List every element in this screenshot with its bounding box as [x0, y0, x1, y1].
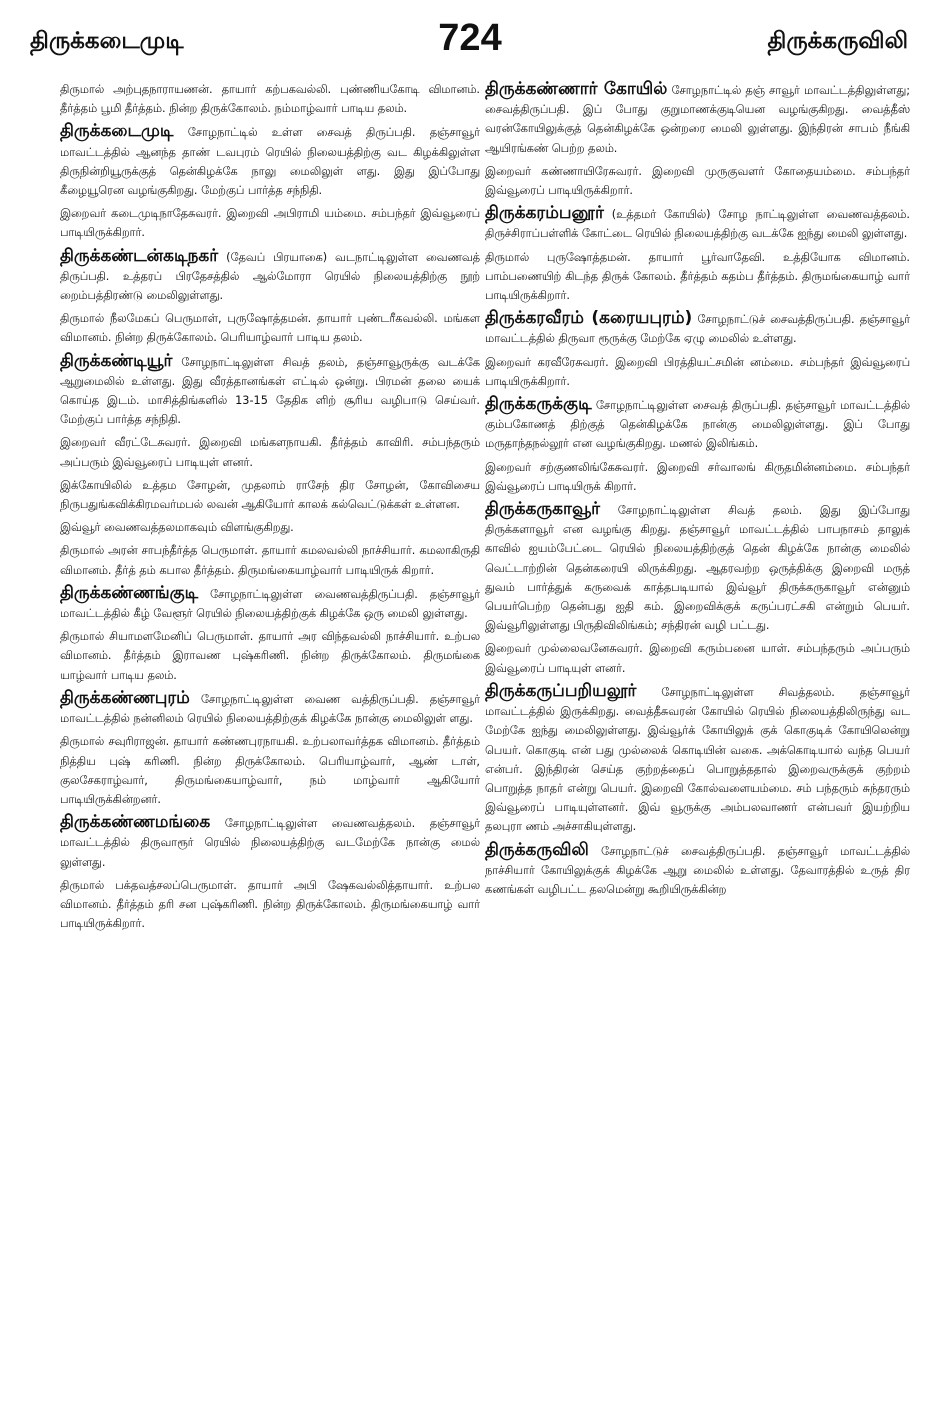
entry-text: (உத்தமர் கோயில்) சோழ நாட்டிலுள்ள வைணவத்தலம். திருச்சிராப்பள்ளிக் கோட்டை ரெயில் நிலையத்திற்கு வடக்கே ஐந்து மைலி லுள்ளது.	[485, 208, 910, 241]
dictionary-entry	[485, 204, 910, 243]
entry-text: சோழநாட்டிலுள்ள வைண வத்திருப்பதி. தஞ்சாவூர் மாவட்டத்தில் நன்னிலம் ரெயில் நிலையத்திற்குக் கிழக்கே நான்கு மைலிலுள் ளது.	[60, 692, 480, 726]
entry-paragraph: திருமால் நீலமேகப் பெருமாள், புருஷோத்தமன். தாயார் புண்டரீகவல்லி. மங்கள விமானம். நின்ற திருக்கோலம். பெரியாழ்வார் பாடிய தலம்.	[60, 312, 480, 345]
dictionary-entry	[60, 689, 480, 728]
entry-paragraph: திருமால் அற்புதநாராயணன். தாயார் கற்பகவல்லி. புண்ணியகோடி விமானம். தீர்த்தம் பூமி தீர்த்தம். நின்ற திருக்கோலம். நம்மாழ்வார் பாடிய தலம்.	[60, 83, 480, 116]
entry-paragraph: திருமால் அரன் சாபந்தீர்த்த பெருமாள். தாயார் கமலவல்லி நாச்சியார். கமலாகிருதி விமானம். தீர்த் தம் கபால தீர்த்தம். திருமங்கையாழ்வார் பாடியிருக் கிறார்.	[60, 544, 480, 577]
dictionary-entry	[485, 841, 910, 900]
entry-text: சோழநாட்டில் தஞ் சாவூர் மாவட்டத்திலுள்ளது; சைவத்திருப்பதி. இப் போது குறுமாணக்குடியென வழங்குகிறது. வைத்தீஸ் வரன்கோயிலுக்குத் தென்கிழக்கே ஒன்றரை மைலி லுள்ளது. இந்திரன் சாபம் நீங்கி ஆயிரங்கண் பெற்ற தலம்.	[485, 84, 910, 155]
entry-paragraph: இறைவர் கடைமுடிநாதேசுவரர். இறைவி அபிராமி யம்மை. சம்பந்தர் இவ்வூரைப் பாடியிருக்கிறார்.	[60, 207, 480, 240]
dictionary-entry	[485, 500, 910, 635]
entry-paragraph: திருமால் புருஷோத்தமன். தாயார் பூர்வாதேவி. உத்தியோக விமானம். பாம்பணையிற் கிடந்த திருக் கோலம். தீர்த்தம் கதம்ப தீர்த்தம். திருமங்கையாழ் வார் பாடியிருக்கிறார்.	[485, 250, 910, 303]
entry-text: சோழநாட்டிலுள்ள சிவத் தலம். இது இப்போது திருக்களாவூர் என வழங்கு கிறது. தஞ்சாவூர் மாவட்டத்தில் பாபநாசம் தாலுக் காவில் ஐயம்பேட்டை ரெயில் நிலையத்திற்குத் தென் கிழக்கே நான்கு மைலில் வெட்டாற்றின் தென்கரையி லிருக்கிறது. ஆதரவற்ற ஒருத்திக்கு இறைவி மருத் துவம் பார்த்துக் கருவைக் காத்தபடியால் இவ்வூர் திருக்கருகாவூர் என்னும் பெயர்பெற்ற தென்பது ஐதி கம். இறைவிக்குக் கருப்பரட்சகி என்றும் பெயர். இவ்வூரிலுள்ளது பிருதிவிலிங்கம்; சந்திரன் வழி பட்டது.	[485, 504, 910, 633]
entry-headword: திருக்கண்டியூர்	[60, 350, 173, 371]
entry-headword: திருக்கடைமுடி	[60, 121, 174, 142]
dictionary-entry	[60, 813, 480, 872]
entry-headword: திருக்கண்ணங்குடி	[60, 582, 199, 603]
entry-text: சோழநாட்டிலுள்ள வைணவத்தலம். தஞ்சாவூர் மாவட்டத்தில் திருவாரூர் ரெயில் நிலையத்திற்கு வடமேற்கே நான்கு மைல் லுள்ளது.	[60, 817, 480, 869]
dictionary-entry	[485, 682, 910, 837]
entry-paragraph: இறைவர் முல்லைவனேசுவரர். இறைவி கரும்பனை யாள். சம்பந்தரும் அப்பரும் இவ்வூரைப் பாடியுள் ளனர்.	[485, 642, 910, 675]
entry-headword: திருக்கருகாவூர்	[485, 499, 600, 520]
entry-text: சோழநாட்டில் உள்ள சைவத் திருப்பதி. தஞ்சாவூர் மாவட்டத்தில் ஆனந்த தாண் டவபுரம் ரெயில் நிலையத்திற்கு வட கிழக்கிலுள்ள திருநின்றியூருக்குத் தென்கிழக்கே நாலு மைலிலுள் ளது. இது இப்போது கீழையூரென வழங்குகிறது. மேற்குப் பார்த்த சந்நிதி.	[60, 126, 480, 198]
dictionary-entry	[485, 309, 910, 348]
dictionary-entry	[60, 122, 480, 200]
entry-text: சோழநாட்டிலுள்ள வைணவத்திருப்பதி. தஞ்சாவூர் மாவட்டத்தில் கீழ் வேளூர் ரெயில் நிலையத்திற்குக் கிழக்கே ஒரு மைலி லுள்ளது.	[60, 587, 480, 621]
entry-headword: திருக்கருவிலி	[485, 839, 589, 860]
entry-text: (தேவப் பிரயாகை) வடநாட்டிலுள்ள வைணவத் திருப்பதி. உத்தரப் பிரதேசத்தில் ஆல்மோரா ரெயில் நிலையத்திற்கு நூற் றைம்பத்திரண்டு மைலிலுள்ளது.	[60, 250, 480, 303]
page-header	[0, 0, 940, 80]
entry-paragraph: திருமால் பக்தவத்சலப்பெருமாள். தாயார் அபி ஷேகவல்லித்தாயார். உற்பல விமானம். தீர்த்தம் தரி சன புஷ்கரிணி. நின்ற திருக்கோலம். திருமங்கையாழ் வார் பாடியிருக்கிறார்.	[60, 878, 480, 931]
entry-text: சோழநாட்டிலுள்ள சிவத் தலம், தஞ்சாவூருக்கு வடக்கே ஆறுமைலில் உள்ளது. இது வீரத்தானங்கள் எட்டில் ஒன்று. பிரமன் தலை யைக் கொய்த இடம். மாசித்திங்களில் 13-15 தேதிக ளிற் சூரிய வழிபாடு செய்வர். மேற்குப் பார்த்த சந்நிதி.	[60, 355, 480, 427]
page-number: 724	[438, 17, 502, 59]
entry-headword: திருக்கண்ணபுரம்	[60, 687, 190, 708]
entry-paragraph: திருமால் சியாமளமேனிப் பெருமாள். தாயார் அர விந்தவல்லி நாச்சியார். உற்பல விமானம். தீர்த்தம் இராவண புஷ்கரிணி. நின்ற திருக்கோலம். திருமங்கை யாழ்வார் பாடிய தலம்.	[60, 630, 480, 682]
entry-text: சோழநாட்டுச் சைவத்திருப்பதி. தஞ்சாவூர் மாவட்டத்தில் திருவா ரூருக்கு மேற்கே ஏழு மைலில் உள்ளது.	[485, 313, 910, 346]
entry-text: சோழநாட்டுச் சைவத்திருப்பதி. தஞ்சாவூர் மாவட்டத்தில் நாச்சியார் கோயிலுக்குக் கிழக்கே ஆறு மைலில் உள்ளது. தேவாரத்தில் உருத் திர கணங்கள் வழிபட்ட தலமென்று கூறியிருக்கின்ற	[485, 844, 910, 896]
entry-text: சோழநாட்டிலுள்ள சிவத்தலம். தஞ்சாவூர் மாவட்டத்தில் இருக்கிறது. வைத்தீசுவரன் கோயில் ரெயில் நிலையத்திலிருந்து வட மேற்கே ஐந்து மைலிலுள்ளது. இவ்வூர்க் கோயிலுக் குக் கொகுடிக் கோயிலென்று பெயர். கொகுடி என் பது முல்லைக் கொடியின் வகை. அக்கொடியால் வந்த பெயர் என்பர். இந்திரன் செய்த குற்றத்தைப் பொறுத்ததால் இறைவருக்குக் குற்றம் பொறுத்த நாதர் என்று பெயர். இறைவி கோல்வளையம்மை. சம் பந்தரும் சுந்தரரும் இவ்வூரைப் பாடியுள்ளனர். இவ் வூருக்கு அம்பலவாணர் என்பவர் இயற்றிய தலபுரா ணம் அச்சாகியுள்ளது.	[485, 685, 910, 834]
entry-headword: திருக்கண்ணார் கோயில்	[485, 80, 668, 99]
entry-headword: திருக்கண்டன்கடிநகர்	[60, 245, 219, 266]
entry-headword: திருக்கருக்குடி	[485, 394, 592, 415]
left-column	[60, 80, 480, 1410]
dictionary-entry	[485, 395, 910, 454]
entry-paragraph: திருமால் சவுரிராஜன். தாயார் கண்ணபுரநாயகி. உற்பலாவர்த்தக விமானம். தீர்த்தம் நித்திய புஷ் கரிணி. நின்ற திருக்கோலம். பெரியாழ்வார், ஆண் டாள், குலசேகராழ்வார், திருமங்கையாழ்வார், நம் மாழ்வார் ஆகியோர் பாடியிருக்கின்றனர்.	[60, 735, 480, 806]
entry-paragraph: இக்கோயிலில் உத்தம சோழன், முதலாம் ராசேந் திர சோழன், கோவிசைய நிருபதுங்கவிக்கிரமவர்மபல் லவன் ஆகியோர் காலக் கல்வெட்டுக்கள் உள்ளன.	[60, 478, 480, 512]
entry-text: சோழநாட்டிலுள்ள சைவத் திருப்பதி. தஞ்சாவூர் மாவட்டத்தில் கும்பகோணத் திற்குத் தென்கிழக்கே நான்கு மைலிலுள்ளது. இப் போது மருதாந்தநல்லூர் என வழங்குகிறது. மணல் இலிங்கம்.	[485, 399, 910, 451]
entry-headword: திருக்கரவீரம் (கரையபுரம்)	[485, 308, 693, 329]
entry-headword: திருக்கரம்பனூர்	[485, 203, 604, 224]
entry-paragraph: இறைவர் கண்ணாயிரேசுவரர். இறைவி முருகுவளர் கோதையம்மை. சம்பந்தர் இவ்வூரைப் பாடியிருக்கிறார்.	[485, 164, 910, 198]
entry-paragraph: இறைவர் வீரட்டேசுவரர். இறைவி மங்களநாயகி. தீர்த்தம் காவிரி. சம்பந்தரும் அப்பரும் இவ்வூரைப் பாடியுள் ளனர்.	[60, 436, 480, 469]
right-column	[485, 80, 910, 1410]
dictionary-entry	[60, 584, 480, 623]
entry-headword: திருக்கண்ணமங்கை	[60, 812, 211, 833]
running-head-left: திருக்கடைமுடி	[30, 28, 184, 54]
dictionary-entry	[60, 247, 480, 306]
entry-headword: திருக்கருப்பறியலூர்	[485, 680, 637, 701]
dictionary-entry	[485, 80, 910, 158]
running-head-right: திருக்கருவிலி	[767, 28, 908, 54]
entry-paragraph: இவ்வூர் வைணவத்தலமாகவும் விளங்குகிறது.	[60, 521, 294, 535]
entry-paragraph: இறைவர் சற்குணலிங்கேசுவரர். இறைவி சர்வாலங் கிருதமின்னம்மை. சம்பந்தர் இவ்வூரைப் பாடியிருக் கிறார்.	[485, 460, 910, 493]
dictionary-entry	[60, 352, 480, 430]
entry-paragraph: இறைவர் கரவீரேசுவரர். இறைவி பிரத்தியட்சமின் னம்மை. சம்பந்தர் இவ்வூரைப் பாடியிருக்கிறார்.	[485, 355, 910, 388]
